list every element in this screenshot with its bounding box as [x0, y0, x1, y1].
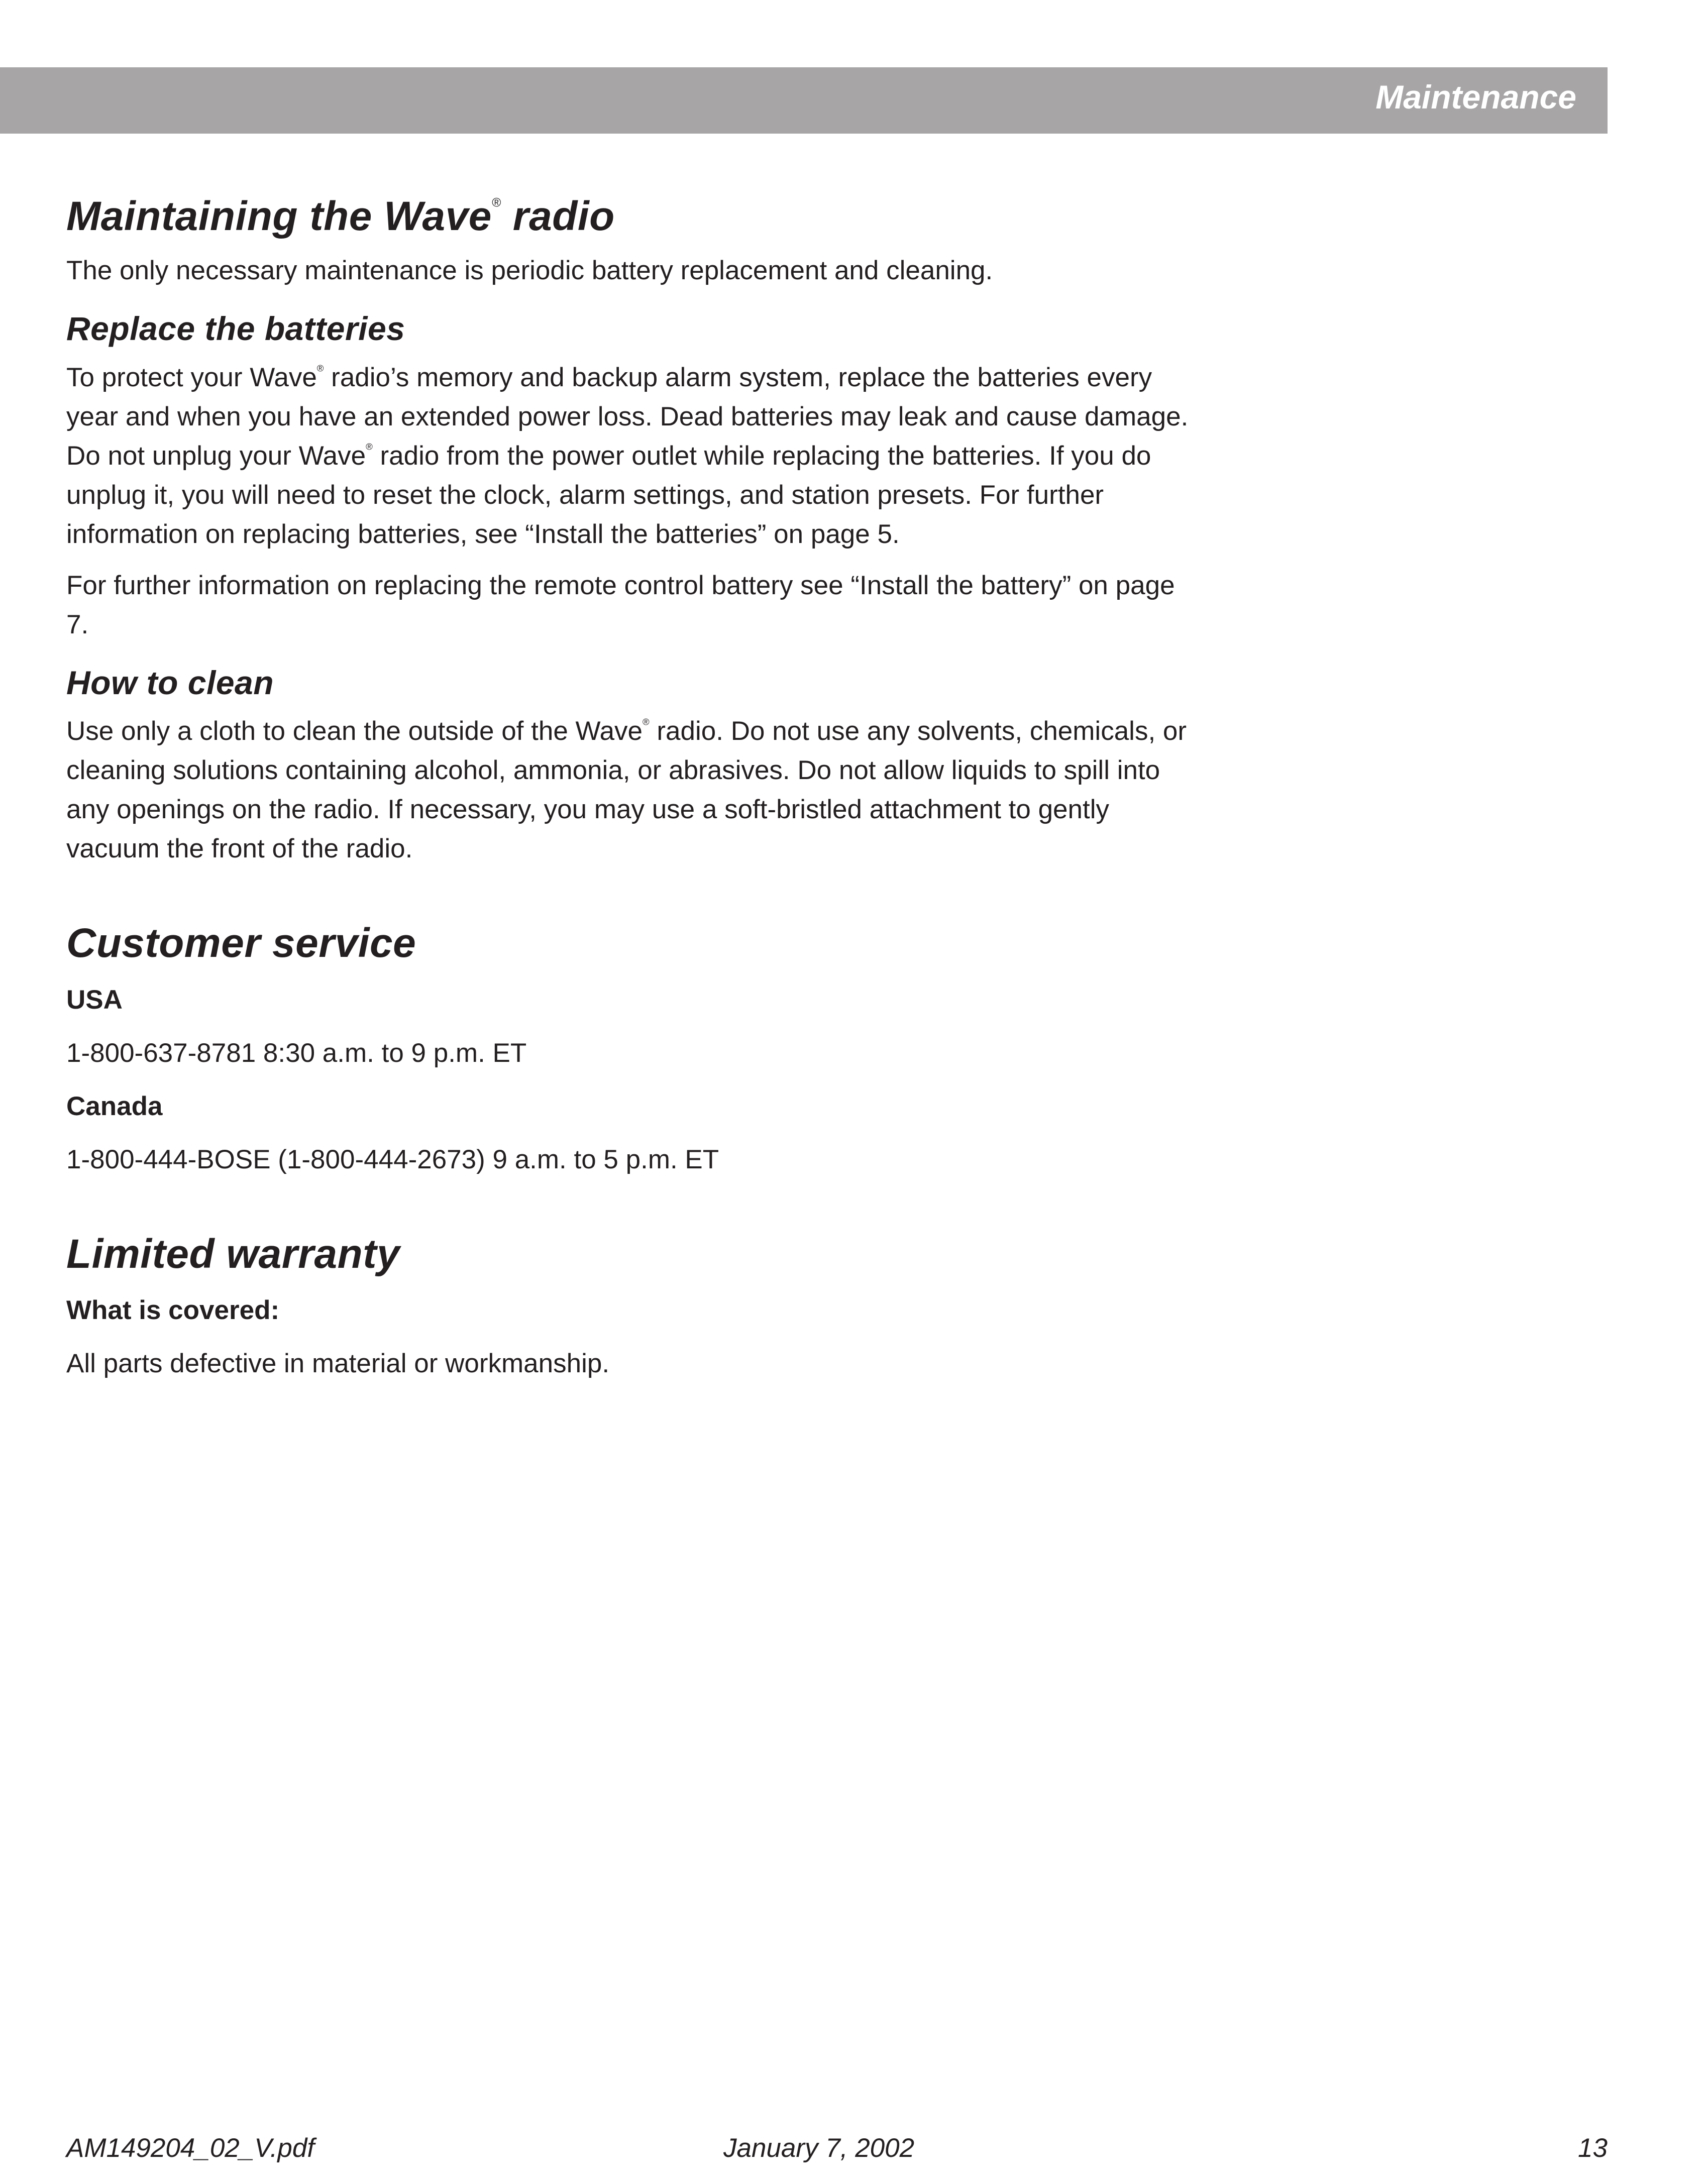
clean-text-2: radio. Do not use any solvents, chemicals, or cleaning solutions containing alcohol, ammonia, or abrasives. Do not allow liquids to spill into any openings on the radio. If necessary, you may use a soft-bristled attachment to gently vacuum the front of the radio. [66, 716, 1187, 864]
clean-heading: How to clean [66, 664, 274, 701]
batteries-paragraph [66, 358, 1192, 554]
remote-battery-paragraph: For further information on replacing the remote control battery see “Install the battery” on page 7. [66, 570, 1175, 639]
section-title: Maintenance [1375, 78, 1576, 116]
clean-paragraph [66, 712, 1192, 868]
canada-phone-info: 1-800-444-BOSE (1-800-444-2673) 9 a.m. to 5 p.m. ET [66, 1144, 719, 1174]
covered-label: What is covered: [66, 1295, 280, 1325]
footer-filename: AM149204_02_V.pdf [66, 2133, 315, 2163]
warranty-title: Limited warranty [66, 1231, 400, 1277]
canada-label: Canada [66, 1091, 163, 1121]
footer-page-number: 13 [1578, 2133, 1608, 2163]
maintaining-title [66, 194, 1192, 239]
customer-service-title: Customer service [66, 920, 416, 966]
section-header-bar [0, 67, 1608, 134]
maintaining-title-text: Maintaining the Wave [66, 193, 492, 239]
covered-text: All parts defective in material or workmanship. [66, 1348, 610, 1378]
footer-date: January 7, 2002 [723, 2133, 915, 2163]
maintaining-title-suffix: radio [501, 193, 615, 239]
batteries-heading: Replace the batteries [66, 310, 405, 348]
registered-mark: ® [316, 363, 324, 374]
registered-mark: ® [491, 196, 501, 210]
clean-text-1: Use only a cloth to clean the outside of the Wave [66, 716, 643, 746]
registered-mark: ® [366, 441, 373, 452]
usa-label: USA [66, 985, 123, 1015]
maintaining-intro: The only necessary maintenance is periodic battery replacement and cleaning. [66, 256, 993, 286]
registered-mark: ® [643, 716, 650, 727]
page-content [66, 194, 1192, 1383]
batteries-text-2: radio’s memory and backup alarm system, replace the batteries every year and when you have an extended power loss. Dead batteries may leak and cause damage. Do not unplug your Wave [66, 362, 1189, 471]
usa-phone-info: 1-800-637-8781 8:30 a.m. to 9 p.m. ET [66, 1038, 527, 1068]
batteries-text-1: To protect your Wave [66, 362, 317, 392]
batteries-text-3: radio from the power outlet while replacing the batteries. If you do unplug it, you will need to reset the clock, alarm settings, and station presets. For further information on replacing batteries, see “Install the batteries” on page 5. [66, 441, 1151, 549]
